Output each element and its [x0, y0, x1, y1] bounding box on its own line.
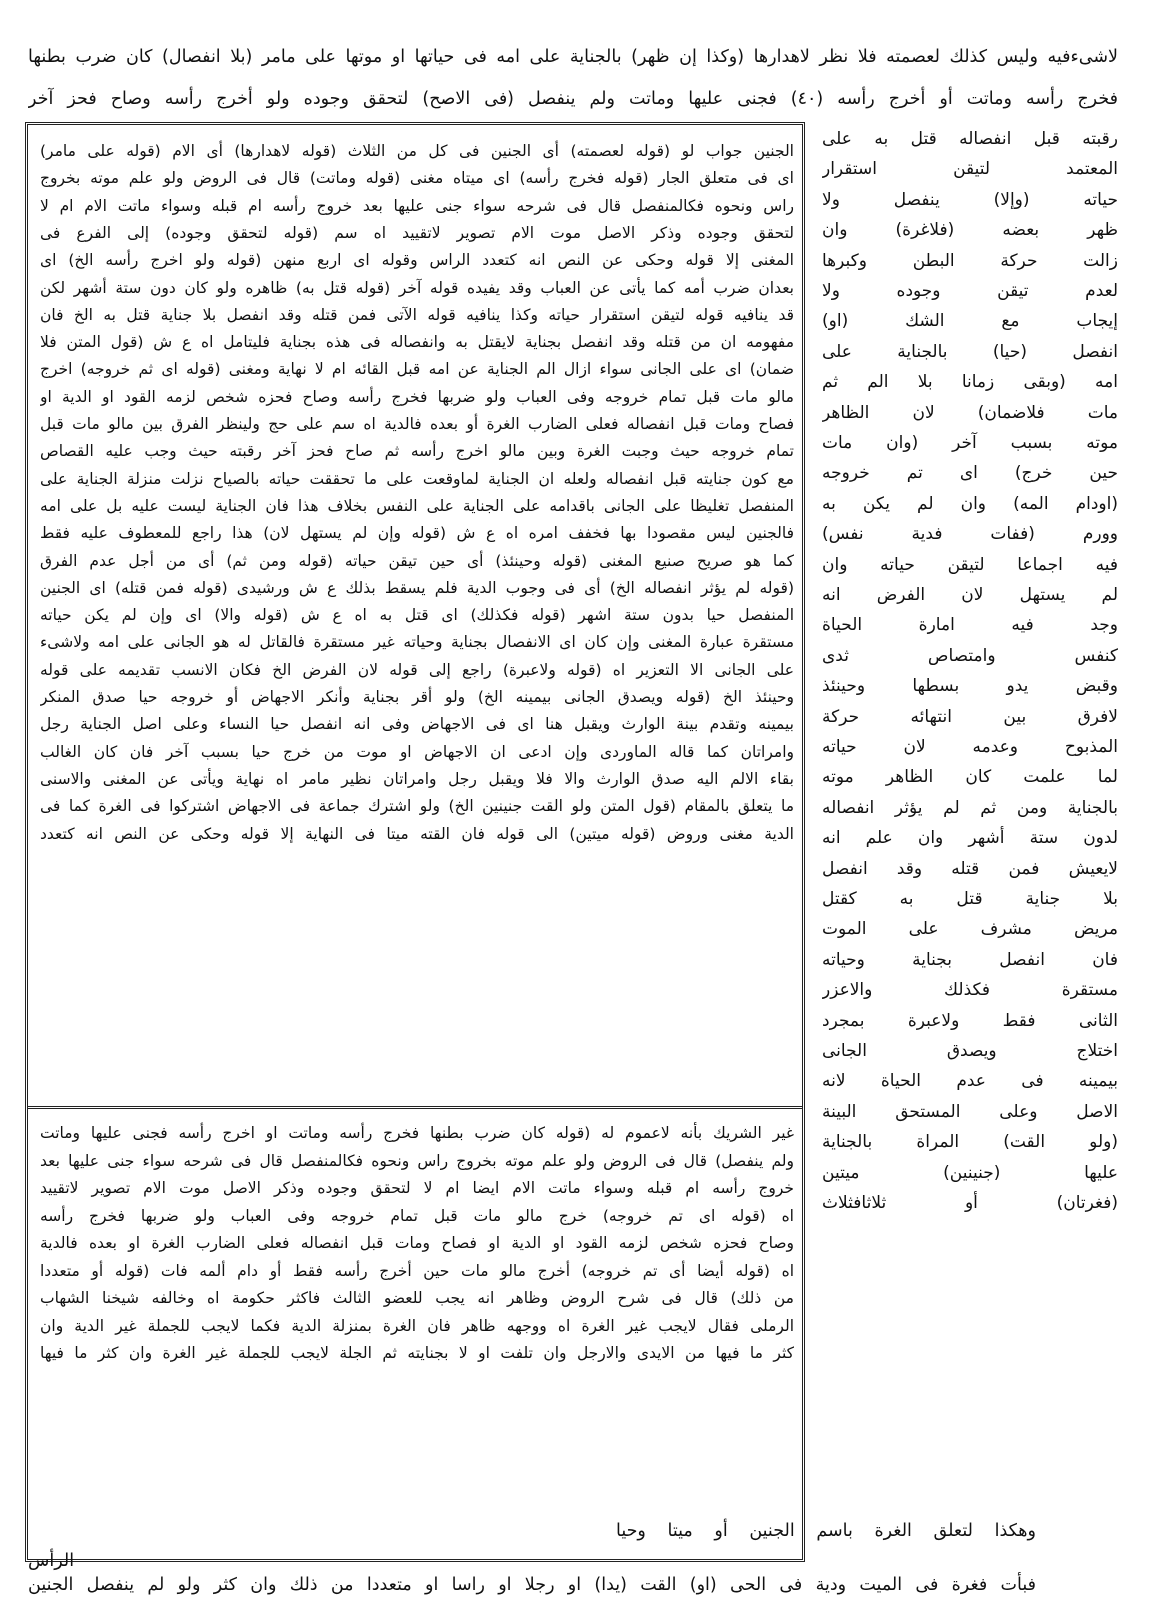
- side-text-line: وقبض يدو بسطها وحينئذ: [822, 676, 1118, 697]
- commentary-line: بيمينه وتقدم بينة الوارث ويقبل هنا اى فى الاجهاض وفى انه انفصل حيا النساء وعلى اصل الجناية رجل: [40, 715, 794, 734]
- commentary-line: مع كون جنايته قبل انفصاله ولعله ان الجناية لماوقعت على ما تحققت حياته بالصياح نزلت منزلة الجناية على: [40, 469, 794, 488]
- commentary-line: وامراتان كما قاله الماوردى وإن ادعى ان الاجهاض او موت من خرج حيا بسبب آخر فان كان الغالب: [40, 742, 794, 761]
- commentary-line: مفهومه ان من قتله وقد انفصل بجناية لايقتل به وانفصاله فى هذه بجناية فليتامل اه ع ش (قول المتن فلا: [40, 333, 794, 352]
- commentary-line: تمام خروجه حيث وجبت الغرة وبين مالو اخرج رأسه ثم صاح فحز آخر رقبته حيث وجب عليه القصاص: [40, 442, 794, 461]
- commentary-line: مستقرة عبارة المغنى وإن كان اى الانفصال بجناية وحياته غير مستقرة فالقاتل له هو الجانى على امه ولاشىء: [40, 633, 794, 652]
- commentary-line: وصاح فحزه شخص لزمه القود او الدية او فصاح ومات قبل انفصاله فعلى الضارب الغرة او بعده فالدية: [40, 1234, 794, 1252]
- side-text-line: ظهر بعضه (فلاغرة) وان: [822, 220, 1118, 241]
- side-text-line: فان انفصل بجناية وحياته: [822, 949, 1118, 970]
- commentary-line: اه (قوله أيضا أى تم خروجه) أخرج مالو مات حين أخرج رأسه فقط أو دام ألمه فات (قوله أو متعددا: [40, 1261, 794, 1280]
- side-text-line: لافرق بين انتهائه حركة: [822, 706, 1118, 727]
- main-text-line-1: لاشىءفيه وليس كذلك لعصمته فلا نظر لاهدارها (وكذا إن ظهر) بالجناية على امه فى حياتها او موتها على مامر (بلا انفصال) كان ضرب بطنها: [28, 47, 1118, 67]
- side-text-line: موته بسبب آخر (وان مات: [822, 433, 1118, 453]
- commentary-line: غير الشريك بأنه لاعموم له (قوله كان ضرب بطنها فخرج رأسه وماتت او اخرج رأسه فجنى عليها وماتت: [40, 1124, 794, 1142]
- commentary-line: الدية مغنى وروض (قوله ميتين) الى قوله فان القته ميتا فى النهاية إلا قوله وحكى عن النص انه كتعدد: [40, 824, 794, 843]
- commentary-line: فالجنين ليس مقصودا بها فخفف امره اه ع ش (قوله وإن لم يستهل لان) هذا راجع للمعطوف عليه فقط: [40, 524, 794, 543]
- side-text-line: الثانى فقط ولاعبرة بمجرد: [822, 1010, 1118, 1031]
- commentary-line: (قوله لم يؤثر انفصاله الخ) أى فى وجوب الدية فلم يسقط بذلك ع ش ورشيدى (قوله فمن قتله) اى الجنين: [40, 578, 794, 597]
- commentary-line: من ذلك) قال فى شرح الروض وظاهر انه يجب للعضو الثالث فاكثر حكومة اه وخالفه شيخنا الشهاب: [40, 1289, 794, 1307]
- side-text-line: فيه اجماعا لتيقن حياته وان: [822, 554, 1118, 575]
- commentary-line: بقاء الالم اليه صدق الوارث والا فلا ويقبل رجل وامراتان نظير مامر اه نهاية ويأتى عن المغنى والاسنى: [40, 769, 794, 788]
- footer-text-line-1: وهكذا لتعلق الغرة باسم الجنين أو ميتا وحيا: [616, 1521, 1036, 1541]
- commentary-line: وحينئذ الخ (قوله ويصدق الجانى بيمينه الخ) ولو أقر بجناية وأنكر الاجهاض أو خروجه حيا صدق المنكر: [40, 688, 794, 706]
- commentary-line: اه (قوله اى تم خروجه) خرج مالو مات قبل تمام خروجه وفى العباب ولو ضربها فخرج رأسه: [40, 1206, 794, 1225]
- footer-text-line-2: فبأت فغرة فى الميت ودية فى الحى (او) القت (يدا) او رجلا او راسا او متعددا من ذلك وان كثر ولو لم ينفصل الجنين: [28, 1575, 1036, 1595]
- side-text-line: (فغرتان) أو ثلاثافثلاث: [822, 1193, 1118, 1213]
- side-text-line: بالجناية ومن ثم لم يؤثر انفصاله: [822, 797, 1118, 818]
- commentary-line: المنفصل تغليظا على الجانى باقدامه على الجناية على النفس بخلاف هذا فان الجناية ليست عليه بل على امه: [40, 496, 794, 515]
- commentary-line: كما هو صريح صنيع المغنى (قوله وحينئذ) أى حين تيقن حياته (قوله ومن ثم) أى من أجل عدم الفرق: [40, 551, 794, 570]
- commentary-line: اى فى متعلق الجار (قوله فخرج رأسه) اى ميتاه مغنى (قوله وماتت) قال فى الروض ولو علم موته بخروج: [40, 169, 794, 188]
- side-text-line: (ولو القت) المراة بالجناية: [822, 1132, 1118, 1153]
- side-text-line: عليها (جنينين) ميتين: [822, 1162, 1118, 1183]
- commentary-divider: [28, 1106, 802, 1109]
- commentary-line: الجنين جواب لو (قوله لعصمته) أى الجنين فى كل من الثلاث (قوله لاهدارها) أى الام (قوله على مامر): [40, 142, 794, 160]
- side-text-line: رقبته قبل انفصاله قتل به على: [822, 129, 1118, 149]
- commentary-line: الرملى فقال لايجب غير الغرة اه ووجهه ظاهر فان الغرة بمنزلة الدية فكما لايجب للجملة غير الدية وان: [40, 1316, 794, 1335]
- side-text-line: بيمينه فى عدم الحياة لانه: [822, 1071, 1118, 1092]
- footer-catchword: الرأس: [28, 1551, 75, 1571]
- side-text-line: مات فلاضمان) لان الظاهر: [822, 402, 1118, 423]
- side-text-line: كنفس وامتصاص ثدى: [822, 645, 1118, 666]
- commentary-line: ولم ينفصل) قال فى الروض ولو علم موته بخروج راس ونحوه فكالمنفصل قال فى شرحه سواء جنى عليها بعد: [40, 1151, 794, 1170]
- side-text-line: امه (وبقى زمانا بلا الم ثم: [822, 372, 1118, 393]
- commentary-line: على الجانى الا التعزير اه (قوله ولاعبرة) راجع إلى قوله لان الفرض الخ فكان الانسب تقديمه على قوله: [40, 660, 794, 679]
- side-text-line: المذبوح وعدمه لان حياته: [822, 737, 1118, 757]
- side-text-line: المعتمد لتيقن استقرار: [822, 159, 1118, 180]
- side-text-line: وورم (ففات فدية نفس): [822, 524, 1118, 545]
- side-text-line: مستقرة فكذلك والاعزر: [822, 980, 1118, 1001]
- side-text-line: إيجاب مع الشك (او): [822, 311, 1118, 332]
- commentary-line: المنفصل حيا بدون ستة اشهر (قوله فكذلك) اى قتل به اه ع ش (قوله والا) اى وإن لم يكن حياته: [40, 606, 794, 625]
- side-text-line: مريض مشرف على الموت: [822, 919, 1118, 940]
- commentary-line: ما يتعلق بالمقام (قول المتن ولو القت جنينين الخ) ولو اشترك جماعة فى الاجهاض اشتركوا فى الغرة كما فى: [40, 797, 794, 816]
- side-text-line: لايعيش فمن قتله وقد انفصل: [822, 858, 1118, 879]
- side-text-line: لعدم تيقن وجوده ولا: [822, 281, 1118, 301]
- side-text-line: زالت حركة البطن وكبرها: [822, 250, 1118, 271]
- side-text-line: بلا جناية قتل به كقتل: [822, 889, 1118, 909]
- commentary-line: كثر ما فيها من الايدى والارجل وان تلفت او لا بجنايته ثم الجلة لايجب للجملة غير الغرة وان كثر ما فيها: [40, 1344, 794, 1362]
- commentary-line: خروج رأسه ام قبله وسواء ماتت الام ايضا ام لا لتحقق وجوده وذكر الاصل موت الام تصوير لاتقييد: [40, 1179, 794, 1197]
- side-text-line: لدون ستة أشهر وان علم انه: [822, 828, 1118, 849]
- commentary-line: قد ينافيه قوله لتيقن استقرار حياته وكذا ينافيه قوله الآتى فمن قتله وقد انفصل بلا جناية قتل به الخ فان: [40, 305, 794, 324]
- side-text-line: انفصل (حيا) بالجناية على: [822, 341, 1118, 362]
- side-text-line: اختلاج ويصدق الجانى: [822, 1041, 1118, 1061]
- commentary-line: راس ونحوه فكالمنفصل قال فى شرحه سواء جنى عليها بعد خروج رأسه ام قبله وسواء ماتت الام ام لا: [40, 196, 794, 215]
- main-text-line-2: فخرج رأسه وماتت أو أخرج رأسه (٤٠) فجنى عليها وماتت ولم ينفصل (فى الاصح) لتحقق وجوده ولو أخرج رأسه وصاح فحز آخر: [28, 89, 1118, 109]
- commentary-line: المغنى إلا قوله وحكى عن النص انه كتعدد الراس وقوله اى اربع منهن (قوله ولو اخرج رأسه الخ) اى: [40, 251, 794, 270]
- side-text-line: الاصل وعلى المستحق البينة: [822, 1101, 1118, 1122]
- side-text-line: حياته (وإلا) ينفصل ولا: [822, 189, 1118, 210]
- commentary-line: ضمان) اى على الجانى سواء ازال الم الجناية عن امه قبل القائه ام لا نهاية ومغنى (قوله اى ثم خروجه) اخرج: [40, 360, 794, 379]
- side-text-line: وجد فيه امارة الحياة: [822, 615, 1118, 636]
- side-text-line: (اودام المه) وان لم يكن به: [822, 493, 1118, 514]
- commentary-line: مالو مات قبل تمام خروجه وفى العباب ولو ضربها فخرج رأسه وصاح فحزه شخص لزمه القود او الدية او: [40, 387, 794, 406]
- commentary-line: بعدان ضرب أمه كما يأتى عن العباب وقد يفيده قوله آخر (قوله قتل به) ظاهره ولو كان دون ستة أشهر لكن: [40, 278, 794, 297]
- commentary-line: فصاح ومات قبل انفصاله فعلى الضارب الغرة أو بعده فالدية اه سم على حج ولينظر الفرق بين مالو مات قبل: [40, 415, 794, 433]
- commentary-line: لتحقق وجوده وذكر الاصل موت الام تصوير لاتقييد اه سم (قوله لتحقق وجوده) إلى الفرع فى: [40, 223, 794, 242]
- side-text-line: حين خرج) اى تم خروجه: [822, 463, 1118, 484]
- side-text-line: لم يستهل لان الفرض انه: [822, 585, 1118, 605]
- side-text-line: لما علمت كان الظاهر موته: [822, 767, 1118, 788]
